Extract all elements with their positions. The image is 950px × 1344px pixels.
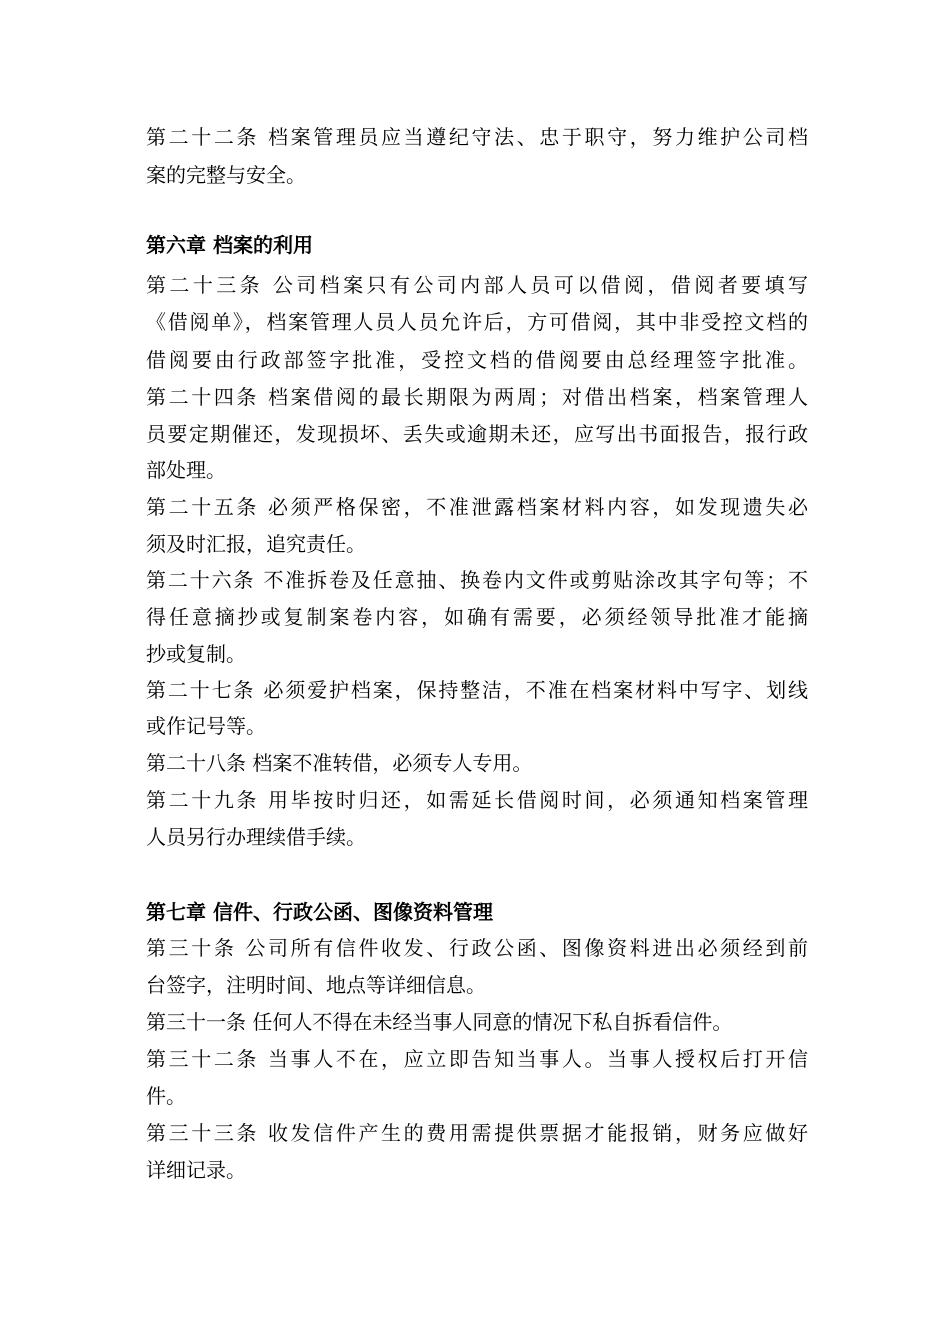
article-29-line-1: 第二十九条 用毕按时归还，如需延长借阅时间，必须通知档案管理 [146,788,808,812]
article-26-line-1: 第二十六条 不准拆卷及任意抽、换卷内文件或剪贴涂改其字句等；不 [146,568,808,592]
article-22-line-1: 第二十二条 档案管理员应当遵纪守法、忠于职守，努力维护公司档 [146,125,808,149]
article-24-line-3: 部处理。 [146,458,226,482]
article-29-line-2: 人员另行办理续借手续。 [146,825,366,849]
article-26-line-3: 抄或复制。 [146,642,246,666]
article-27-line-2: 或作记号等。 [146,714,266,738]
article-33-line-1: 第三十三条 收发信件产生的费用需提供票据才能报销，财务应做好 [146,1121,808,1145]
article-22-line-2: 案的完整与安全。 [146,163,306,187]
article-23-line-1: 第二十三条 公司档案只有公司内部人员可以借阅，借阅者要填写 [146,273,808,297]
article-27-line-1: 第二十七条 必须爱护档案，保持整洁，不准在档案材料中写字、划线 [146,678,808,702]
chapter-6-heading: 第六章 档案的利用 [146,233,313,257]
article-31-line-1: 第三十一条 任何人不得在未经当事人同意的情况下私自拆看信件。 [146,1010,733,1034]
article-30-line-2: 台签字，注明时间、地点等详细信息。 [146,973,486,997]
article-28-line-1: 第二十八条 档案不准转借，必须专人专用。 [146,751,533,775]
article-25-line-1: 第二十五条 必须严格保密，不准泄露档案材料内容，如发现遗失必 [146,495,808,519]
article-23-line-2: 《借阅单》，档案管理人员人员允许后，方可借阅，其中非受控文档的 [146,310,808,334]
article-23-line-3: 借阅要由行政部签字批准，受控文档的借阅要由总经理签字批准。 [146,348,808,372]
article-33-line-2: 详细记录。 [146,1158,246,1182]
article-32-line-1: 第三十二条 当事人不在，应立即告知当事人。当事人授权后打开信 [146,1047,808,1071]
chapter-7-heading: 第七章 信件、行政公函、图像资料管理 [146,900,493,924]
article-30-line-1: 第三十条 公司所有信件收发、行政公函、图像资料进出必须经到前 [146,936,808,960]
article-32-line-2: 件。 [146,1084,186,1108]
article-25-line-2: 须及时汇报，追究责任。 [146,532,366,556]
article-26-line-2: 得任意摘抄或复制案卷内容，如确有需要，必须经领导批准才能摘 [146,605,808,629]
article-24-line-2: 员要定期催还，发现损坏、丢失或逾期未还，应写出书面报告，报行政 [146,422,808,446]
article-24-line-1: 第二十四条 档案借阅的最长期限为两周；对借出档案，档案管理人 [146,385,808,409]
